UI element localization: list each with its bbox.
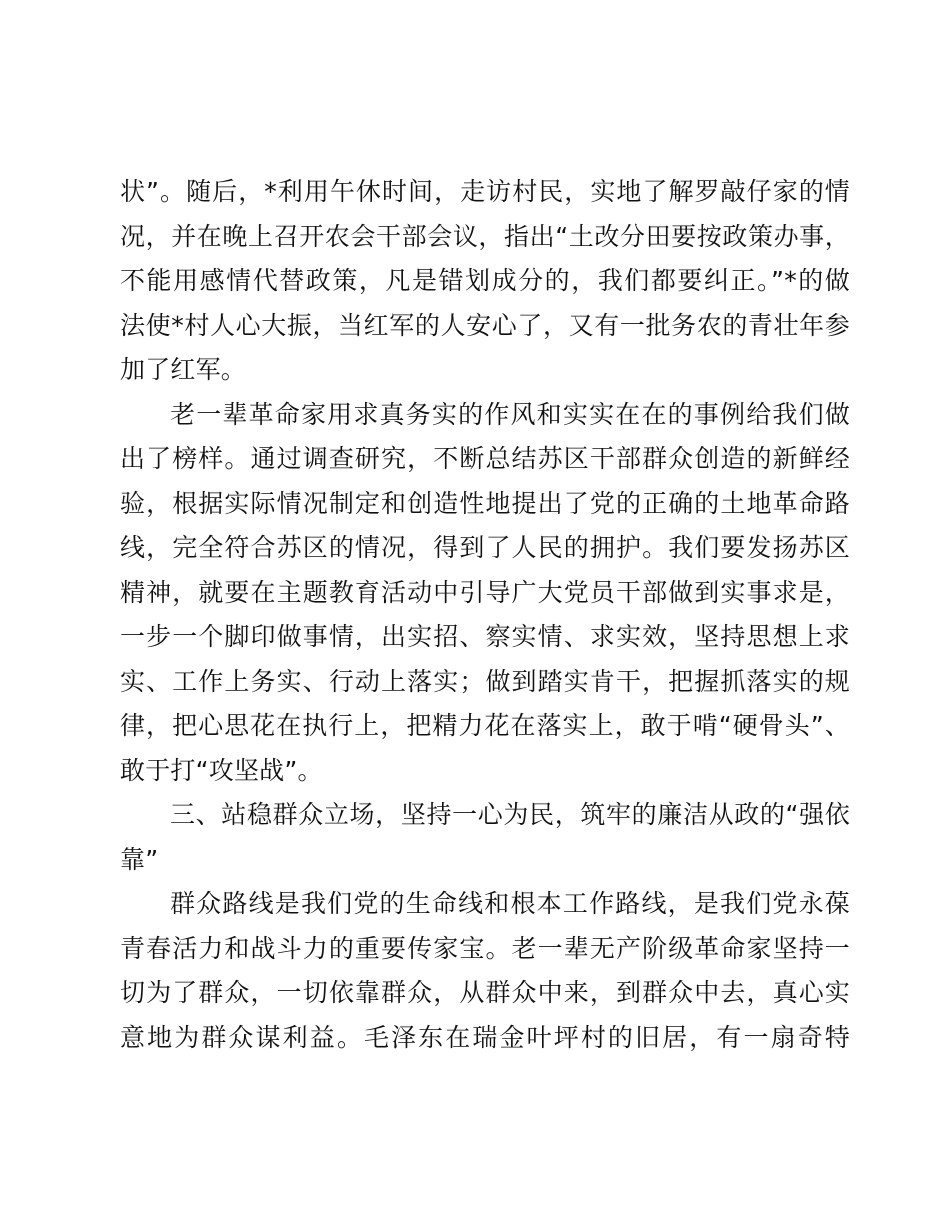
text-line: 状”。随后，*利用午休时间，走访村民，实地了解罗敲仔家的情	[120, 177, 850, 206]
text-line: 敢于打“攻坚战”。	[120, 755, 323, 785]
text-line: 出了榜样。通过调查研究，不断总结苏区干部群众创造的新鲜经	[120, 444, 850, 473]
text-line: 群众路线是我们党的生命线和根本工作路线，是我们党永葆	[170, 889, 850, 918]
text-line: 老一辈革命家用求真务实的作风和实实在在的事例给我们做	[170, 399, 850, 429]
document-body	[120, 170, 850, 1060]
text-line: 精神，就要在主题教育活动中引导广大党员干部做到实事求是，	[120, 577, 850, 607]
text-line: 加了红军。	[120, 355, 247, 384]
text-line: 律，把心思花在执行上，把精力花在落实上，敢于啃“硬骨头”、	[120, 711, 850, 740]
text-line: 况，并在晚上召开农会干部会议，指出“土改分田要按政策办事，	[120, 221, 850, 251]
text-line: 不能用感情代替政策，凡是错划成分的，我们都要纠正。”*的做	[120, 266, 850, 295]
text-line: 意地为群众谋利益。毛泽东在瑞金叶坪村的旧居，有一扇奇特	[120, 1022, 850, 1052]
text-line: 青春活力和战斗力的重要传家宝。老一辈无产阶级革命家坚持一	[120, 933, 850, 963]
text-line: 线，完全符合苏区的情况，得到了人民的拥护。我们要发扬苏区	[120, 533, 850, 562]
text-line: 切为了群众，一切依靠群众，从群众中来，到群众中去，真心实	[120, 978, 850, 1007]
text-line: 一步一个脚印做事情，出实招、察实情、求实效，坚持思想上求	[120, 622, 850, 651]
text-line: 实、工作上务实、行动上落实；做到踏实肯干，把握抓落实的规	[120, 666, 850, 696]
section-heading-line: 三、站稳群众立场，坚持一心为民，筑牢的廉洁从政的“强依	[170, 800, 850, 829]
text-line: 法使*村人心大振，当红军的人安心了，又有一批务农的青壮年参	[120, 310, 850, 340]
section-heading-line: 靠”	[120, 844, 159, 874]
text-line: 验，根据实际情况制定和创造性地提出了党的正确的土地革命路	[120, 488, 850, 518]
